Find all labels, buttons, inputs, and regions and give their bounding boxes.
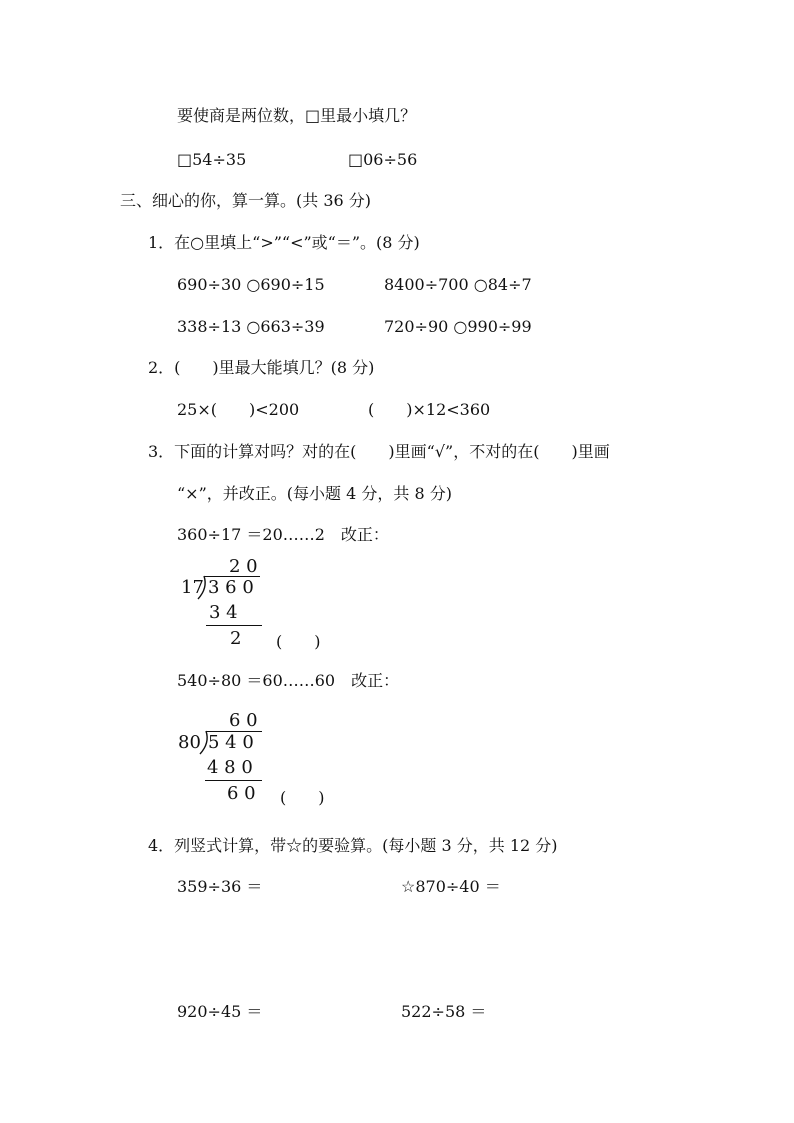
division-dividend: 3 6 0: [208, 577, 254, 598]
comparison-item: 690÷30 ○690÷15: [177, 275, 325, 294]
division-subtract-line: [205, 780, 262, 781]
check-problem-expression: 540÷80 ＝60……60 改正：: [177, 671, 400, 690]
question-4-title: 4．列竖式计算，带☆的要验算。(每小题 3 分，共 12 分): [148, 836, 558, 855]
calc-item: 920÷45 ＝: [177, 1002, 263, 1021]
division-remainder: 2: [230, 628, 242, 649]
question-1-title: 1．在○里填上“>”“<”或“＝”。(8 分): [148, 233, 420, 252]
intro-item: □06÷56: [348, 150, 418, 169]
division-subtract-line: [206, 625, 262, 626]
section-title: 三、细心的你，算一算。(共 36 分): [120, 191, 372, 210]
comparison-item: 720÷90 ○990÷99: [384, 317, 532, 336]
division-product: 4 8 0: [207, 757, 253, 778]
division-dividend: 5 4 0: [208, 732, 254, 753]
fill-item: ( )×12<360: [368, 400, 491, 419]
division-quotient: 6 0: [229, 710, 258, 731]
question-3-title-continued: “×”，并改正。(每小题 4 分，共 8 分): [177, 484, 452, 503]
intro-prompt: 要使商是两位数，□里最小填几？: [177, 106, 417, 125]
division-divisor: 80: [178, 732, 201, 753]
answer-parentheses: ( ): [280, 788, 325, 807]
calc-item: ☆870÷40 ＝: [401, 877, 501, 896]
calc-item: 359÷36 ＝: [177, 877, 263, 896]
check-problem-expression: 360÷17 ＝20……2 改正：: [177, 525, 389, 544]
division-product: 3 4: [209, 602, 238, 623]
answer-parentheses: ( ): [276, 632, 321, 651]
intro-item: □54÷35: [177, 150, 247, 169]
comparison-item: 338÷13 ○663÷39: [177, 317, 325, 336]
division-quotient: 2 0: [229, 556, 258, 577]
calc-item: 522÷58 ＝: [401, 1002, 487, 1021]
comparison-item: 8400÷700 ○84÷7: [384, 275, 532, 294]
division-remainder: 6 0: [227, 783, 256, 804]
division-divisor: 17: [181, 577, 204, 598]
question-2-title: 2．( )里最大能填几？(8 分): [148, 358, 375, 377]
question-3-title: 3．下面的计算对吗？对的在( )里画“√”，不对的在( )里画: [148, 442, 610, 461]
fill-item: 25×( )<200: [177, 400, 300, 419]
